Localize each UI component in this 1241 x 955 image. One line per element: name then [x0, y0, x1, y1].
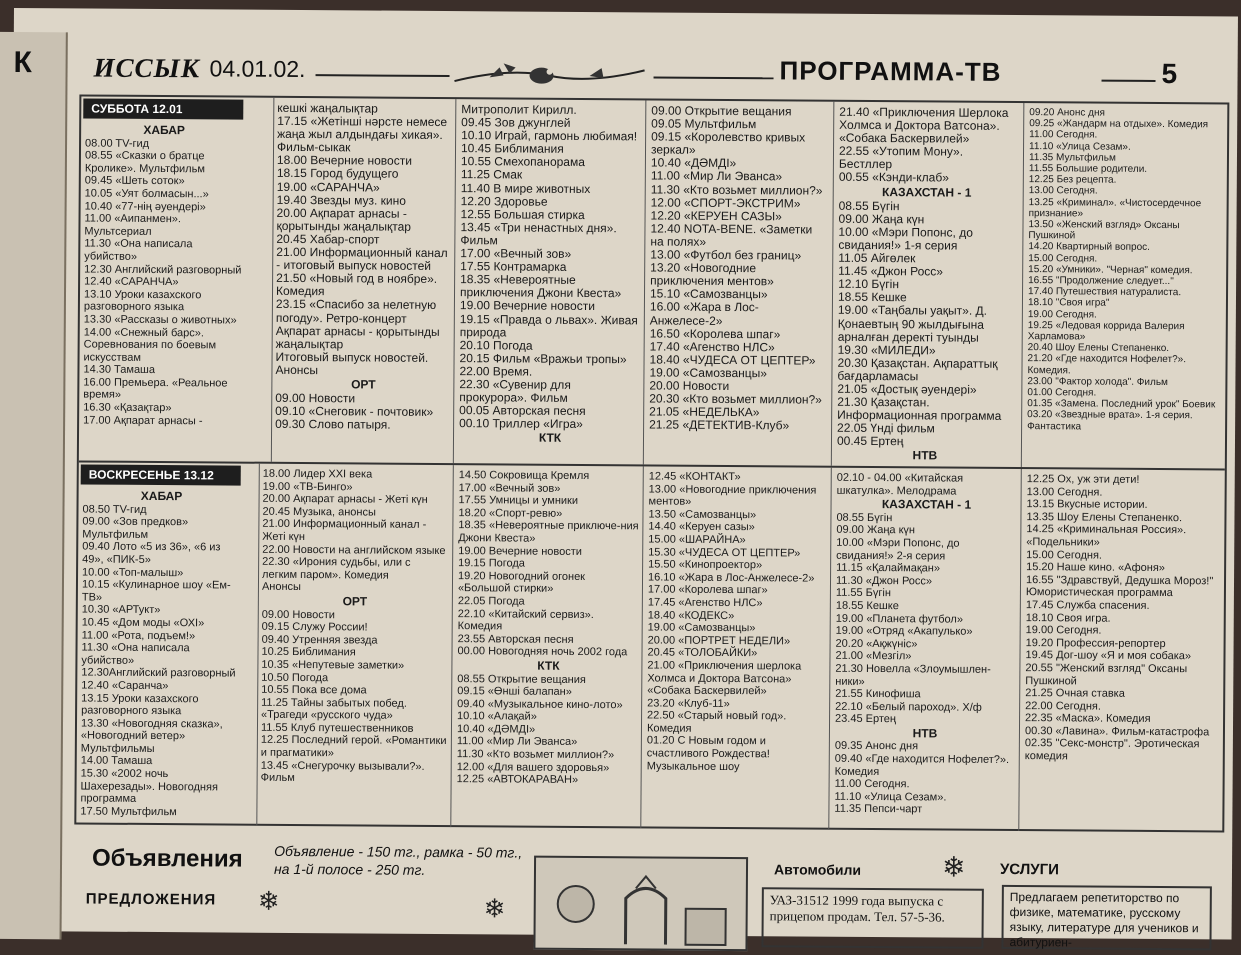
program-entry: Итоговый выпуск новостей. Анонсы [275, 349, 429, 378]
schedule-column [1024, 473, 1222, 830]
program-entry: 09.00 Новости [275, 390, 356, 406]
program-entry: 08.55 Открытие вещания [457, 672, 586, 686]
program-entry: 09.00 Жаңа күн [838, 211, 925, 227]
program-entry: 10.05 «Уят болмасын...» [84, 187, 209, 201]
program-entry: 19.40 Звезды муз. кино [276, 192, 406, 208]
channel-heading: КАЗАХСТАН - 1 [881, 497, 972, 512]
snowflake-icon: ❄ [483, 893, 506, 924]
program-entry: 21.00 Информационный канал - Жетi күн [262, 518, 427, 544]
program-entry: 13.50 «Женский взгляд» Оксаны Пушкиной [1028, 219, 1180, 242]
program-entry: 09.40 «Музыкальное кино-лото» [457, 697, 623, 711]
program-entry: 23.20 «Клуб-11» [647, 697, 730, 710]
program-entry: 19.15 «Правда о львах». Живая природа [459, 311, 638, 340]
program-entry: кешкi жаңалықтар [277, 100, 378, 116]
column-divider [1021, 103, 1025, 467]
program-entry: 15.20 «Умники». "Черная" комедия. [1028, 263, 1193, 277]
program-entry: 16.55 "Здравствуй, Дедушка Мороз!" Юмористическая программа [1025, 573, 1214, 600]
program-entry: 02.35 "Секс-монстр". Эротическая комедия [1024, 737, 1200, 763]
schedule-column [1027, 107, 1225, 466]
program-entry: 18.10 "Своя игра" [1027, 297, 1110, 310]
program-entry: 19.15 Погода [458, 557, 525, 570]
column-divider [831, 102, 835, 466]
program-entry: 11.55 Бүгiн [835, 587, 892, 600]
program-entry: 09.00 «Зов предков» Мультфильм [82, 515, 189, 541]
tv-program-grid [74, 94, 1229, 832]
newspaper-masthead: ИССЫК [93, 52, 201, 84]
program-entry: 21.00 «Приключения шерлока Холмса и Доктора Ватсона» «Собака Баскервилей» [647, 659, 802, 698]
channel-heading: ОРТ [351, 377, 376, 392]
column-divider [640, 466, 644, 828]
program-entry: 13.00 Сегодня. [1026, 485, 1103, 499]
program-entry: 10.55 Пока все дома [261, 683, 367, 697]
program-entry: 17.15 «Жетiншi нәрсте немесе жаңа жыл алдындағы хикая». Фильм-сыкак [276, 113, 448, 155]
schedule-column [834, 472, 1016, 829]
program-entry: 22.10 «Белый пароход». Х/ф [835, 700, 982, 714]
program-entry: 20.00 Ақпарат арнасы - қорытынды жаңалықтар [276, 205, 412, 234]
program-entry: 12.45 «КОНТАКТ» [648, 470, 741, 484]
program-entry: 09.35 Анонс дня [834, 740, 919, 753]
program-entry: 01.35 «Замена. Последний урок" Боевик [1027, 398, 1216, 411]
schedule-column [459, 103, 643, 462]
program-entry: 11.30 «Кто возьмет миллион?» [650, 182, 823, 198]
schedule-column [646, 470, 824, 827]
program-entry: 17.45 «Агенство НЛС» [647, 596, 763, 610]
program-entry: Митрополит Кирилл. [461, 102, 577, 117]
program-entry: 02.10 - 04.00 «Китайская шкатулка». Мелодрама [836, 471, 964, 498]
ad-price-line: на 1-й полосе - 250 тг. [273, 860, 426, 878]
program-entry: 19.00 «Самозванцы» [647, 621, 756, 635]
schedule-column [456, 469, 640, 826]
column-divider [828, 468, 832, 830]
program-entry: 11.30 «Она написала убийство» [81, 641, 190, 667]
program-entry: 20.30 «Кто возьмет миллион?» [649, 391, 822, 407]
program-entry: 08.55 «Сказки о братце Кролике». Мультфильм [84, 149, 205, 176]
program-entry: 21.20 «Где находится Нофелет?». Комедия. [1027, 353, 1187, 377]
program-entry: 09.45 «Шеть соток» [84, 174, 185, 188]
program-entry: 17.00 «Вечный зов» [458, 481, 561, 495]
sunday-band [76, 462, 1224, 832]
program-entry: 18.55 Кешке [837, 290, 907, 305]
program-entry: 22.05 Погода [457, 595, 525, 608]
program-entry: 09.45 Зов джунглей [461, 115, 571, 130]
program-entry: 11.30 «Джон Росс» [835, 574, 933, 588]
program-entry: 19.00 «ТВ-Бинго» [262, 480, 353, 493]
program-entry: 08.55 Бүгiн [838, 198, 900, 213]
program-entry: 15.00 «ШАРАЙНА» [648, 533, 746, 547]
program-entry: 10.45 «Дом моды «ОХI» [81, 616, 205, 630]
program-entry: 12.10 Бүгiн [838, 276, 900, 292]
program-entry: 01.20 С Новым годом и счастливого Рождества! [646, 734, 770, 761]
program-entry: 10.10 Играй, гармонь любимая! [461, 128, 638, 144]
schedule-column [80, 488, 240, 823]
program-entry: 19.20 Новогодний огонек «Большой стирки» [457, 569, 586, 596]
program-entry: 10.55 Смехопанорама [460, 154, 585, 170]
program-entry: 09.00 Новости [261, 608, 335, 621]
program-entry: 12.20 «КЕРУЕН САЗЫ» [650, 208, 782, 224]
newspaper-page [8, 8, 1238, 950]
program-entry: 12.25 Без рецепта. [1028, 174, 1117, 186]
program-entry: 11.00 «Мир Ли Эванса» [650, 168, 783, 184]
page-header [79, 42, 1229, 100]
program-entry: 21.55 Кинофиша [835, 687, 921, 701]
program-entry: 20.30 Қазақстан. Ақпараттық бағдарламасы [837, 355, 998, 384]
program-entry: 17.50 Мультфильм [80, 805, 177, 818]
program-entry: 10.45 Библимания [460, 141, 564, 157]
program-entry: 03.20 «Звездные врата». 1-я серия. Фантастика [1027, 409, 1193, 433]
program-entry: 11.35 Пепси-чарт [834, 803, 923, 816]
program-entry: 11.00 «Аипанмен». Мультсериал [84, 212, 182, 238]
program-entry: 21.00 Информационный канал - итоговый выпуск новостей [276, 244, 448, 274]
program-entry: 13.00 «Новогодние приключения ментов» [648, 483, 817, 508]
program-entry: 11.10 «Улица Сезам». [1029, 140, 1131, 153]
program-entry: 13.15 Вкусные истории. [1026, 498, 1148, 512]
program-entry: 12.30Английский разговорный [81, 666, 236, 680]
program-entry: 17.55 Умницы и умники [458, 494, 579, 508]
program-entry: 00.00 Новогодняя ночь 2002 года [457, 645, 628, 659]
program-entry: 13.50 «Самозванцы» [648, 508, 757, 521]
program-entry: 11.25 Тайны забытых побед. «Трагеди «русского чуда» [261, 696, 407, 722]
program-entry: 12.25 Последний герой. «Романтики и прагматики» [260, 734, 447, 760]
holiday-illustration [533, 856, 748, 951]
program-entry: 21.50 «Новый год в ноябре». Комедия [275, 271, 438, 299]
program-entry: 09.30 Слово патыря. [275, 417, 391, 432]
program-entry: 12.55 Большая стирка [460, 206, 585, 222]
program-entry: 10.25 Библимания [261, 646, 356, 659]
services-heading: УСЛУГИ [999, 860, 1060, 879]
program-entry: Музыкальное шоу [646, 760, 740, 773]
day-label-sunday: ВОСКРЕСЕНЬЕ 13.12 [81, 464, 241, 485]
channel-heading: НТВ [912, 726, 938, 741]
program-entry: 08.55 Бүгiн [836, 511, 893, 524]
program-entry: 11.30 «Кто возьмет миллион?» [456, 748, 615, 762]
snowflake-icon: ❄ [941, 851, 966, 883]
program-entry: 17.00 «Вечный зов» [460, 246, 572, 261]
program-entry: 22.10 «Китайский сервиз». Комедия [457, 607, 594, 633]
program-entry: 18.35 «Невероятные приключения Джони Квеста» [459, 272, 622, 301]
program-entry: 09.15 «Өнші балапан» [457, 685, 572, 699]
program-entry: 11.40 В мире животных [460, 180, 591, 196]
program-entry: 09.05 Мультфильм [651, 116, 757, 132]
program-entry: 18.10 Своя игра. [1025, 611, 1111, 625]
program-entry: 20.45 Хабар-спорт [276, 231, 380, 247]
program-entry: 01.00 Сегодня. [1027, 387, 1097, 399]
program-entry: 10.00 «Мэри Попонс, до свидания!» 2-я серия [836, 536, 960, 563]
program-entry: 00.55 «Кэнди-клаб» [838, 170, 949, 185]
program-entry: 13.00 «Футбол без границ» [650, 247, 802, 263]
program-entry: 19.00 «Отряд «Акапулько» [835, 624, 973, 638]
program-entry: 14.30 Тамаша [83, 363, 156, 377]
program-entry: 20.20 «Ақжүнiс» [835, 637, 918, 651]
schedule-column [260, 468, 448, 825]
program-entry: 10.00 «Мэри Попонс, до свидания!» 1-я серия [838, 224, 973, 253]
program-entry: 09.25 «Жандарм на отдыхе». Комедия [1029, 118, 1209, 131]
column-divider [271, 98, 275, 462]
program-entry: 09.00 Жаңа күн [836, 524, 916, 537]
program-entry: 14.40 «Керуен сазы» [648, 520, 755, 534]
program-entry: 10.40 «ДӘМДI» [650, 155, 737, 171]
program-entry: 15.00 Сегодня. [1026, 548, 1103, 562]
program-entry: 18.15 Город будущего [276, 166, 399, 182]
saturday-band [79, 96, 1228, 470]
program-entry: 11.00 «Мир Ли Эванса» [456, 735, 578, 749]
program-entry: 08.00 TV-гид [85, 137, 150, 150]
channel-heading: ХАБАР [140, 488, 183, 504]
program-entry: 19.00 «Самозванцы» [649, 365, 768, 381]
program-entry: 21.05 «Достық әуендерi» [837, 381, 977, 397]
adjacent-page-letter: К [13, 45, 33, 80]
program-entry: 12.30 Английский разговорный [84, 263, 242, 277]
header-rule-right [654, 76, 774, 79]
channel-heading: ОРТ [342, 594, 368, 609]
program-entry: 14.00 «Снежный барс». Соревнования по боевым искусствам [83, 325, 217, 364]
program-entry: 14.20 Квартирный вопрос. [1028, 241, 1151, 254]
services-ad: Предлагаем репетиторство по физике, математике, русскому языку, литературе для учеников и абитуриен- [1001, 885, 1211, 950]
program-entry: 12.25 Ох, уж эти дети! [1026, 473, 1140, 486]
channel-heading: КТК [537, 658, 560, 673]
program-entry: 09.20 Анонс дня [1029, 107, 1105, 119]
program-entry: 17.45 Служба спасения. [1025, 599, 1150, 612]
column-divider [643, 100, 647, 464]
program-entry: 19.00 «Планета футбол» [835, 612, 964, 626]
program-entry: 19.20 Профессия-репортер [1025, 636, 1166, 650]
program-entry: 19.00 Сегодня. [1025, 624, 1102, 637]
program-entry: 13.30 «Рассказы о животных» [83, 313, 237, 327]
schedule-column [275, 102, 453, 461]
holly-ornament [449, 59, 649, 90]
program-entry: 13.10 Уроки казахского разговорного языка [83, 288, 202, 314]
program-entry: 15.00 Сегодня. [1028, 252, 1098, 265]
program-entry: 14.50 Сокровища Кремля [458, 469, 590, 483]
program-entry: 18.40 «ЧУДЕСА ОТ ЦЕПТЕР» [649, 352, 816, 368]
program-entry: 22.30 «Сувенир для прокурора». Фильм [459, 377, 571, 405]
program-entry: 12.20 Здоровье [460, 193, 548, 209]
program-entry: 13.30 «Новогодняя сказка», «Новогодний ветер» Мультфильмы [80, 717, 223, 755]
program-entry: 11.00 Сегодня. [1029, 129, 1098, 141]
channel-heading: НТВ [912, 448, 938, 463]
program-entry: 10.40 «77-нiң әуендерi» [84, 200, 206, 213]
program-entry: 08.50 TV-гид [82, 503, 147, 516]
program-entry: 11.15 «Қалаймақан» [836, 561, 941, 575]
program-entry: 19.25 «Ледовая коррида Валерия Харламова» [1027, 319, 1185, 343]
program-entry: Анонсы [261, 581, 302, 594]
program-entry: 21.40 «Приключения Шерлока Холмса и Доктора Ватсона». «Собака Баскервилей» [839, 104, 1009, 146]
program-entry: 12.40 NOTA-BENE. «Заметки на полях» [650, 221, 813, 249]
program-entry: 19.00 Вечерние новости [459, 298, 595, 314]
program-entry: 10.00 «Топ-малыш» [82, 566, 184, 579]
program-entry: 19.00 «Таңбалы уақыт». Д. Қонаевтың 90 жылдығына арналған деректi туынды [837, 303, 988, 345]
program-entry: 14.25 «Криминальная Россия». «Подельники» [1026, 523, 1187, 549]
program-entry: 09.10 «Снеговик - почтовик» [275, 403, 434, 420]
program-entry: 11.05 Айгөлек [838, 250, 916, 266]
program-entry: 13.00 Сегодня. [1028, 185, 1098, 197]
program-entry: 19.00 Сегодня. [1027, 308, 1097, 321]
program-entry: 09.40 Утренняя звезда [261, 633, 378, 647]
program-entry: 18.55 Кешке [835, 599, 899, 613]
program-entry: 20.40 Шоу Елены Степаненко. [1027, 342, 1170, 355]
program-entry: 00.05 Авторская песня [459, 403, 586, 419]
program-entry: 22.00 Сегодня. [1025, 699, 1101, 713]
program-entry: 00.30 «Лавина». Фильм-катастрофа [1024, 724, 1210, 739]
program-entry: 17.55 Контрамарка [460, 259, 567, 274]
program-entry: 10.50 Погода [261, 671, 329, 684]
program-entry: 12.00 «Для вашего здоровья» [456, 760, 610, 774]
program-entry: 18.20 «Спорт-ревю» [458, 506, 563, 520]
program-entry: 16.00 «Жара в Лос-Анжелесе-2» [649, 299, 759, 328]
program-entry: 11.00 Сегодня. [834, 777, 910, 791]
issue-date: 04.01.02. [209, 55, 306, 83]
program-entry: 15.20 Наше кино. «Афоня» [1026, 561, 1165, 575]
program-entry: 22.55 «Утопим Мону». Бестллер [838, 144, 964, 172]
program-entry: 18.35 «Невероятные приключе-ния Джони Квеста» [458, 519, 639, 545]
program-entry: 13.25 «Криминал». «Чистосердечное признание» [1028, 196, 1202, 220]
program-entry: 11.45 «Джон Росс» [838, 263, 943, 279]
offers-heading: ПРЕДЛОЖЕНИЯ [85, 890, 217, 909]
program-entry: 19.00 Вечерние новости [458, 544, 583, 558]
program-entry: 22.00 Новости на английском языке [262, 543, 446, 557]
column-divider [450, 465, 454, 827]
program-entry: 21.00 «Мезгiл» [835, 650, 912, 663]
classifieds-section [74, 834, 1225, 950]
adjacent-page-edge [0, 32, 68, 939]
snowflake-icon: ❄ [257, 885, 280, 916]
program-entry: 21.05 «НЕДЕЛЬКА» [649, 404, 760, 420]
program-entry: 18.40 «КОДЕКС» [647, 608, 735, 622]
program-entry: 19.00 «САРАНЧА» [276, 179, 380, 195]
program-entry: 22.00 Время. [459, 363, 533, 379]
program-entry: 00.45 Ертең [836, 434, 904, 449]
page-number: 5 [1161, 58, 1178, 90]
program-entry: 16.55 "Продолжение следует..." [1028, 275, 1174, 288]
program-entry: 17.00 Ақпарат арнасы - [83, 414, 203, 427]
ad-prices [274, 842, 534, 880]
program-entry: 11.55 Большие родители. [1028, 163, 1148, 175]
schedule-column [837, 106, 1015, 465]
program-entry: 12.40 «Саранча» [81, 679, 169, 693]
program-entry: 11.25 Смак [460, 167, 523, 183]
program-entry: 20.00 Новости [649, 378, 730, 393]
program-entry: 11.35 Мультфильм [1028, 151, 1116, 164]
column-divider [1018, 469, 1022, 831]
program-entry: 11.30 «Она написала убийство» [84, 237, 193, 263]
classifieds-title: Объявления [91, 844, 243, 873]
program-entry: 18.00 Вечерние новости [276, 153, 412, 169]
program-entry: 22.50 «Старый новый год». Комедия [646, 709, 787, 735]
program-entry: 19.30 «МИЛЕДИ» [837, 342, 936, 358]
ad-price-line: Объявление - 150 тг., рамка - 50 тг., [274, 842, 523, 861]
program-entry: 10.35 «Непутевые заметки» [261, 658, 405, 672]
program-entry: 23.45 Ертең [835, 713, 897, 726]
program-entry: 21.30 Новелла «Злоумышлен-ники» [835, 662, 991, 688]
program-entry: 20.10 Погода [459, 337, 533, 353]
channel-heading: КАЗАХСТАН - 1 [882, 184, 972, 200]
program-entry: 13.35 Шоу Елены Степаненко. [1026, 510, 1183, 524]
program-entry: 20.00 Ақпарат арнасы - Жетi күн [262, 492, 428, 507]
auto-ad: УАЗ-31512 1999 года выпуска с прицепом продам. Тел. 57-5-36. [761, 887, 983, 949]
program-entry: 22.05 Үнді фильм [837, 421, 935, 436]
program-entry: 10.15 «Кулинарное шоу «Ем-ТВ» [81, 578, 231, 604]
program-entry: 12.00 «СПОРТ-ЭКСТРИМ» [650, 195, 801, 211]
program-entry: 22.35 «Маска». Комедия [1025, 712, 1151, 726]
program-entry: 00.10 Триллер «Игра» [459, 416, 583, 432]
program-entry: 20.00 «ПОРТРЕТ НЕДЕЛИ» [647, 634, 791, 648]
program-entry: 09.15 Служу России! [261, 620, 368, 634]
program-entry: 23.00 "Фактор холода". Фильм [1027, 375, 1168, 388]
program-entry: 10.10 «Алақай» [457, 710, 537, 723]
program-entry: 09.40 Лото «5 из 36», «6 из 49», «ПИК-5» [82, 540, 221, 566]
program-entry: 22.30 «Ирония судьбы, или с легким паром». Комедия [262, 555, 411, 582]
program-entry: 09.00 Открытие вещания [651, 103, 792, 119]
program-entry: 11.00 «Рота, подъем!» [81, 629, 196, 642]
program-entry: 15.30 «2002 ночь Шахерезады». Новогодняя программа [80, 767, 218, 806]
channel-heading: КТК [538, 431, 562, 446]
day-label-saturday: СУББОТА 12.01 [83, 98, 243, 119]
schedule-column [649, 104, 827, 463]
program-entry: 14.00 Тамаша [80, 754, 153, 768]
program-entry: 23.15 «Спасибо за нелетную погоду». Ретро-концерт [275, 297, 437, 326]
program-entry: 13.20 «Новогодние приключения ментов» [650, 260, 774, 289]
program-entry: 23.55 Авторская песня [457, 632, 574, 646]
program-entry: 17.40 Путешествия натуралиста. [1028, 286, 1182, 299]
program-entry: 13.45 «Снегурочку вызывали?». Фильм [260, 759, 425, 785]
program-entry: 16.10 «Жара в Лос-Анжелесе-2» [647, 571, 815, 585]
program-entry: 20.45 «ТОЛОБАЙКИ» [647, 646, 758, 660]
schedule-column [83, 122, 243, 459]
program-entry: 09.40 «Где находится Нофелет?». Комедия [834, 752, 1010, 778]
program-entry: 16.30 «Қазақтар» [83, 401, 172, 415]
header-rule-end [1102, 80, 1156, 82]
program-entry: 09.15 «Королевство кривых зеркал» [650, 129, 806, 158]
program-entry: 18.00 Лидер XXI века [262, 467, 373, 481]
column-divider [256, 464, 260, 826]
program-entry: 11.10 «Улица Сезам». [834, 790, 947, 804]
program-entry: 21.25 «ДЕТЕКТИВ-Клуб» [649, 417, 790, 433]
program-entry: 15.50 «Кинопроектор» [648, 558, 763, 572]
program-entry: 12.25 «АВТОКАРАВАН» [456, 773, 579, 787]
program-entry: 20.45 Музыка, анонсы [262, 505, 376, 519]
program-entry: 17.40 «Агенство НЛС» [649, 339, 775, 355]
program-entry: 15.10 «Самозванцы» [649, 286, 768, 302]
program-entry: 10.30 «АРТукт» [81, 603, 161, 617]
program-entry: 11.55 Клуб путешественников [260, 721, 414, 735]
program-entry: 16.00 Премьера. «Реальное время» [83, 376, 228, 402]
column-divider [453, 99, 457, 463]
program-entry: 13.15 Уроки казахского разговорного языка [81, 691, 199, 718]
program-entry: 20.15 Фильм «Вражьи тропы» [459, 350, 627, 367]
program-entry: 19.45 Дог-шоу «Я и моя собака» [1025, 649, 1192, 663]
program-entry: 21.25 Очная ставка [1025, 687, 1125, 700]
program-entry: 10.40 «ДӘМДI» [456, 722, 536, 736]
header-rule-left [316, 74, 450, 77]
auto-heading: Автомобили [773, 861, 862, 878]
program-entry: 17.00 «Королева шпаг» [647, 583, 768, 597]
program-entry: 21.30 Қазақстан. Информационная программа [837, 394, 1002, 424]
channel-heading: ХАБАР [143, 122, 185, 138]
program-entry: 20.55 "Женский взгляд" Оксаны Пушкиной [1025, 661, 1188, 687]
program-entry: 16.50 «Королева шпаг» [649, 326, 781, 341]
program-entry: 13.45 «Три ненастных дня». Фильм [460, 219, 617, 248]
program-entry: Ақпарат арнасы - қорытынды жаңалықтар [275, 323, 440, 351]
program-entry: 12.40 «САРАНЧА» [84, 275, 179, 289]
section-title: ПРОГРАММА-ТВ [779, 55, 1002, 87]
program-entry: 15.30 «ЧУДЕСА ОТ ЦЕПТЕР» [648, 546, 801, 560]
